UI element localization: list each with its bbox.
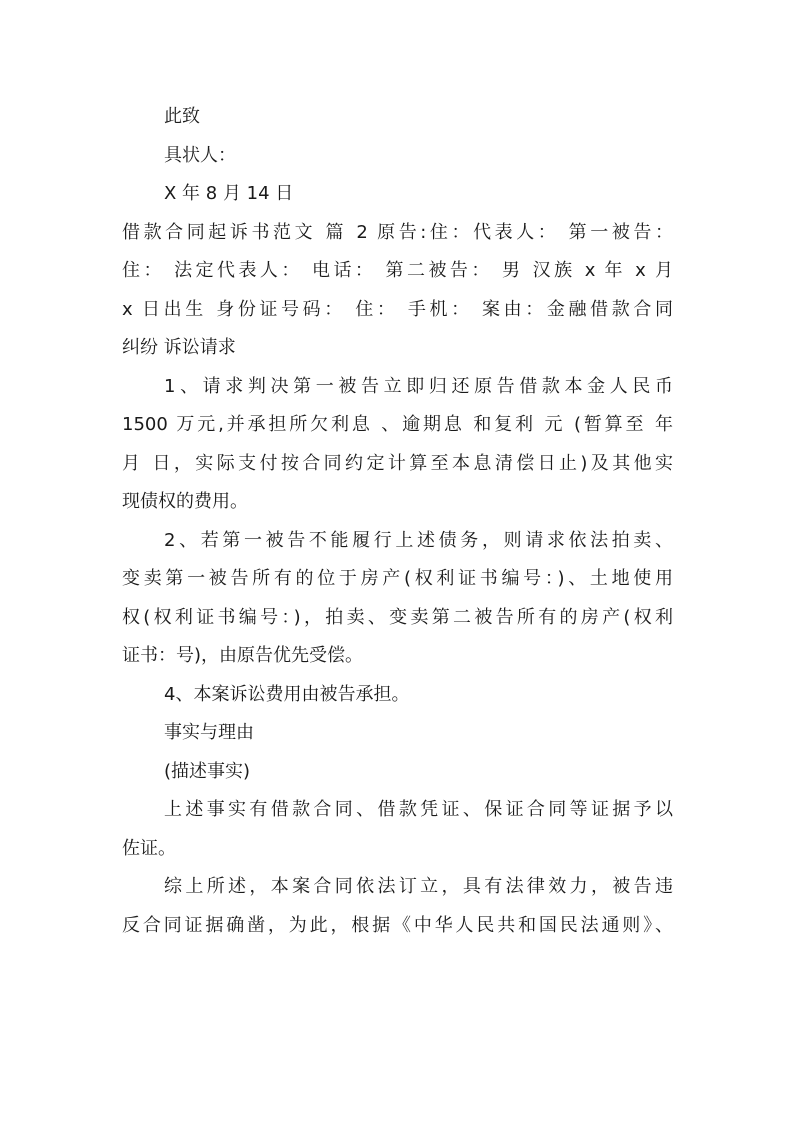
text-line: 住： 法定代表人： 电话： 第二被告： 男 汉族 x 年 x 月	[122, 260, 673, 281]
text-line: 综上所述，本案合同依法订立，具有法律效力，被告违	[164, 876, 673, 897]
claim-item-2: 2、若第一被告不能履行上述债务，则请求依法拍卖、	[164, 529, 673, 551]
text-line: 月 日，实际支付按合同约定计算至本息清偿日止)及其他实	[122, 452, 673, 474]
text-line: 反合同证据确凿，为此，根据《中华人民共和国民法通则》、	[122, 914, 673, 936]
placeholder-text: (描述事实)	[164, 760, 251, 782]
claim-item-1: 1、请求判决第一被告立即归还原告借款本金人民币	[164, 375, 673, 397]
text-line: 1500 万元,并承担所欠利息 、逾期息 和复利 元 (暂算至 年	[122, 414, 673, 435]
text-line: 变卖第一被告所有的位于房产(权利证书编号：)、土地使用	[122, 568, 673, 589]
claim-item-4: 4、本案诉讼费用由被告承担。	[164, 683, 410, 705]
document-body	[122, 98, 673, 945]
text-line: 证书：号)，由原告优先受偿。	[122, 645, 364, 666]
document-date: X 年 8 月 14 日	[164, 183, 294, 204]
text-line: 权(权利证书编号：)，拍卖、变卖第二被告所有的房产(权利	[122, 606, 673, 628]
text-line: 现债权的费用。	[122, 491, 248, 512]
text-line: 纠纷 诉讼请求	[122, 337, 236, 358]
text-line: 佐证。	[122, 837, 176, 859]
text-line: 上述事实有借款合同、借款凭证、保证合同等证据予以	[164, 799, 673, 820]
closing-salutation: 此致	[164, 106, 200, 127]
text-line: 借款合同起诉书范文 篇 2 原告:住：代表人： 第一被告：	[122, 221, 673, 243]
text-line: x 日出生 身份证号码： 住： 手机： 案由：金融借款合同	[122, 298, 673, 320]
section-heading: 事实与理由	[164, 722, 254, 743]
plaintiff-signature-label: 具状人：	[164, 144, 236, 166]
